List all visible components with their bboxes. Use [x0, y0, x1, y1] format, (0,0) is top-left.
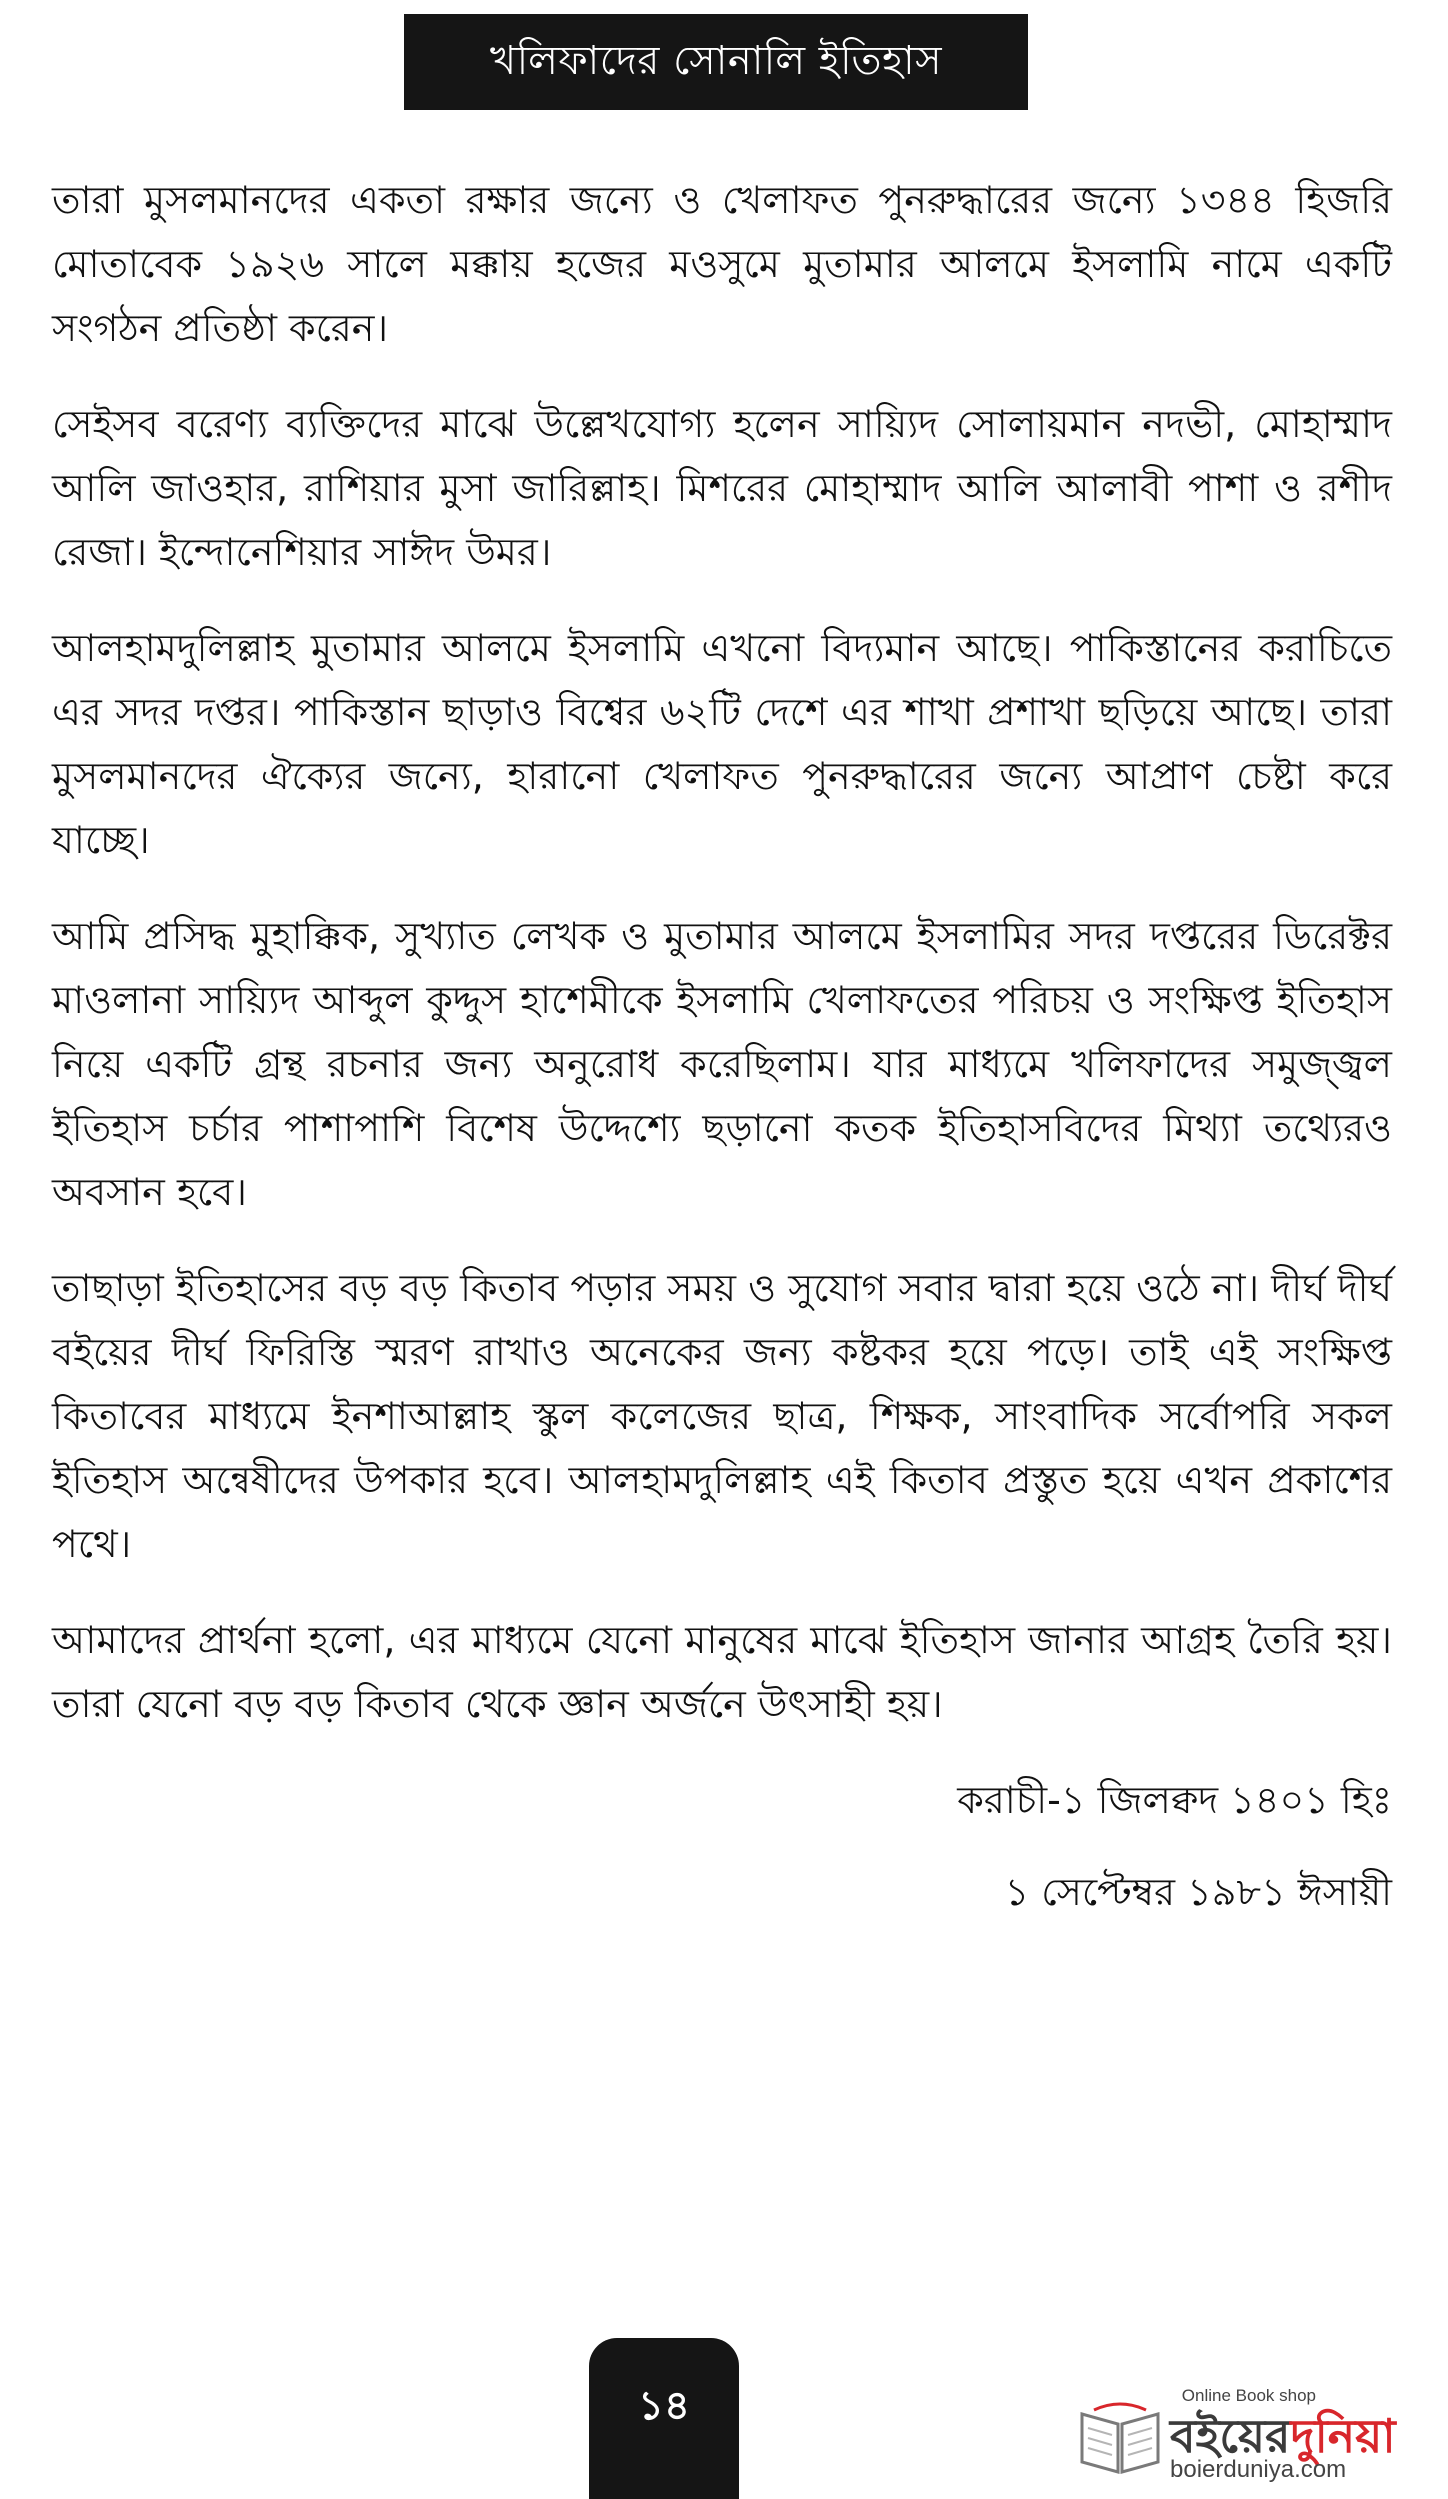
paragraph: সেইসব বরেণ্য ব্যক্তিদের মাঝে উল্লেখযোগ্য হলেন সায়্যিদ সোলায়মান নদভী, মোহাম্মাদ আলি জাওহার, রাশিয়ার মুসা জারিল্লাহ। মিশরের মোহাম্মাদ আলি আলাবী পাশা ও রশীদ রেজা। ইন্দোনেশিয়ার সাঈদ উমর। — [52, 402, 1392, 574]
paragraph: আমাদের প্রার্থনা হলো, এর মাধ্যমে যেনো মানুষের মাঝে ইতিহাস জানার আগ্রহ তৈরি হয়। তারা যেনো বড় বড় কিতাব থেকে জ্ঞান অর্জনে উৎসাহী হয়। — [52, 1618, 1392, 1726]
paragraph: আলহামদুলিল্লাহ মুতামার আলমে ইসলামি এখনো বিদ্যমান আছে। পাকিস্তানের করাচিতে এর সদর দপ্তর। পাকিস্তান ছাড়াও বিশ্বের ৬২টি দেশে এর শাখা প্রশাখা ছড়িয়ে আছে। তারা মুসলমানদের ঐক্যের জন্যে, হারানো খেলাফত পুনরুদ্ধারের জন্যে আপ্রাণ চেষ্টা করে যাচ্ছে। — [52, 626, 1392, 862]
publisher-logo — [1074, 2386, 1414, 2486]
page-header — [404, 14, 1028, 110]
logo-tagline: Online Book shop — [1181, 2386, 1316, 2405]
logo-name-part2: দুনিয়া — [1290, 2409, 1396, 2463]
logo-name-part1: বইয়ের — [1170, 2409, 1291, 2463]
page-number-tab — [589, 2338, 739, 2499]
paragraph: তারা মুসলমানদের একতা রক্ষার জন্যে ও খেলাফত পুনরুদ্ধারের জন্যে ১৩৪৪ হিজরি মোতাবেক ১৯২৬ সালে মক্কায় হজের মওসুমে মুতামার আলমে ইসলামি নামে একটি সংগঠন প্রতিষ্ঠা করেন। — [52, 178, 1392, 350]
book-icon — [1074, 2394, 1166, 2476]
paragraph: তাছাড়া ইতিহাসের বড় বড় কিতাব পড়ার সময় ও সুযোগ সবার দ্বারা হয়ে ওঠে না। দীর্ঘ দীর্ঘ বইয়ের দীর্ঘ ফিরিস্তি স্মরণ রাখাও অনেকের জন্য কষ্টকর হয়ে পড়ে। তাই এই সংক্ষিপ্ত কিতাবের মাধ্যমে ইনশাআল্লাহ স্কুল কলেজের ছাত্র, শিক্ষক, সাংবাদিক সর্বোপরি সকল ইতিহাস অন্বেষীদের উপকার হবে। আলহামদুলিল্লাহ এই কিতাব প্রস্তুত হয়ে এখন প্রকাশের পথে। — [52, 1266, 1392, 1566]
page-number: ১৪ — [638, 2383, 690, 2429]
logo-url: boierduniya.com — [1170, 2456, 1347, 2483]
signature-gregorian-date: ১ সেপ্টেম্বর ১৯৮১ ঈসায়ী — [1004, 1870, 1392, 1914]
body-text — [52, 168, 1392, 1952]
header-title: খলিফাদের সোনালি ইতিহাস — [489, 37, 943, 84]
paragraph: আমি প্রসিদ্ধ মুহাক্কিক, সুখ্যাত লেখক ও মুতামার আলমে ইসলামির সদর দপ্তরের ডিরেক্টর মাওলানা সায়্যিদ আব্দুল কুদ্দুস হাশেমীকে ইসলামি খেলাফতের পরিচয় ও সংক্ষিপ্ত ইতিহাস নিয়ে একটি গ্রন্থ রচনার জন্য অনুরোধ করেছিলাম। যার মাধ্যমে খলিফাদের সমুজ্জ্বল ইতিহাস চর্চার পাশাপাশি বিশেষ উদ্দেশ্যে ছড়ানো কতক ইতিহাসবিদের মিথ্যা তথ্যেরও অবসান হবে। — [52, 914, 1392, 1214]
signature-place-date: করাচী-১ জিলক্বদ ১৪০১ হিঃ — [957, 1778, 1392, 1822]
